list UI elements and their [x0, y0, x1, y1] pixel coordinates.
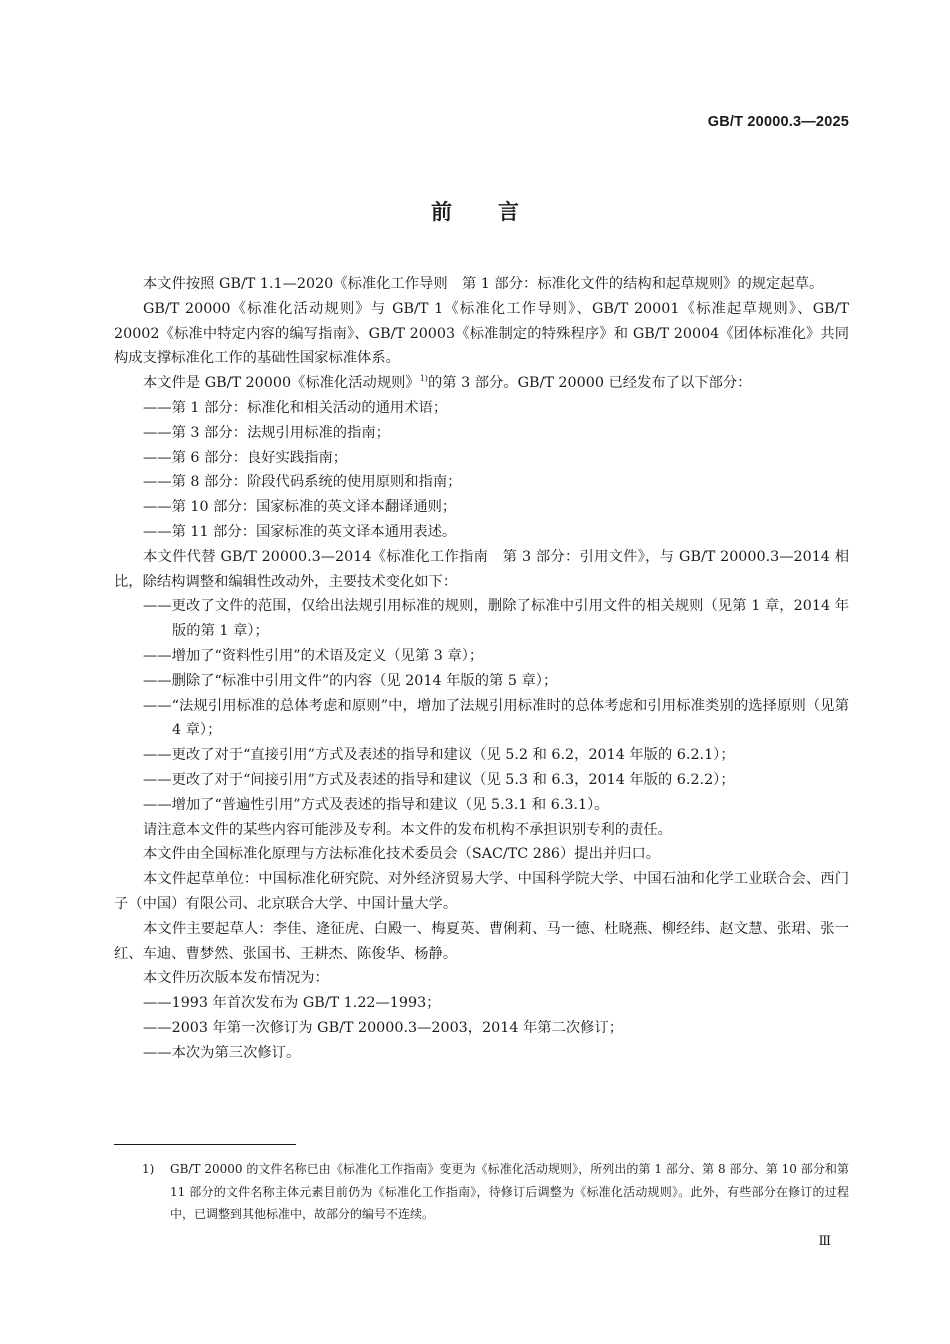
paragraph: 本文件历次版本发布情况为： — [143, 970, 329, 987]
list-item: ——“法规引用标准的总体考虑和原则”中，增加了法规引用标准时的总体考虑和引用标准类别的选择原则（见第 4 章）； — [143, 697, 849, 739]
footnote-text: GB/T 20000 的文件名称已由《标准化工作指南》变更为《标准化活动规则》，所列出的第 1 部分、第 8 部分、第 10 部分和第 11 部分的文件名称主体元素目前仍为《标准化工作指南》，待修订后调整为《标准化活动规则》。此外，有些部分在修订的过程中，已调整到其他标准中，故部分的编号不连续。 — [170, 1162, 849, 1221]
page-title: 前言 — [431, 200, 565, 224]
footnote-ref: 1) — [419, 374, 428, 384]
list-item: ——第 3 部分：法规引用标准的指南； — [143, 424, 390, 441]
paragraph — [114, 371, 849, 396]
footnote-mark: 1) — [142, 1162, 155, 1176]
footnote — [142, 1158, 849, 1226]
list-item: ——第 6 部分：良好实践指南； — [143, 449, 348, 466]
list-item: ——第 11 部分：国家标准的英文译本通用表述。 — [143, 523, 457, 540]
paragraph-text: 本文件是 GB/T 20000《标准化活动规则》 — [143, 375, 420, 392]
paragraph: 本文件由全国标准化原理与方法标准化技术委员会（SAC/TC 286）提出并归口。 — [143, 846, 661, 863]
list-item: ——删除了“标准中引用文件”的内容（见 2014 年版的第 5 章）； — [143, 672, 558, 689]
paragraph: 本文件起草单位：中国标准化研究院、对外经济贸易大学、中国科学院大学、中国石油和化学工业联合会、西门子（中国）有限公司、北京联合大学、中国计量大学。 — [114, 871, 849, 912]
list-item: ——更改了对于“直接引用”方式及表述的指导和建议（见 5.2 和 6.2，2014 年版的 6.2.1）； — [143, 747, 735, 764]
list-item: ——更改了文件的范围，仅给出法规引用标准的规则，删除了标准中引用文件的相关规则（见第 1 章，2014 年版的第 1 章）； — [143, 598, 849, 640]
list-item: ——增加了“普遍性引用”方式及表述的指导和建议（见 5.3.1 和 6.3.1）。 — [143, 796, 609, 813]
standard-number: GB/T 20000.3—2025 — [707, 114, 849, 130]
paragraph-text: 的第 3 部分。GB/T 20000 已经发布了以下部分： — [427, 375, 752, 392]
list-item: ——第 10 部分：国家标准的英文译本翻译通则； — [143, 499, 457, 516]
paragraph: 请注意本文件的某些内容可能涉及专利。本文件的发布机构不承担识别专利的责任。 — [143, 821, 672, 838]
list-item: ——第 1 部分：标准化和相关活动的通用术语； — [143, 399, 448, 416]
foreword-body — [114, 272, 849, 1066]
paragraph: 本文件主要起草人：李佳、逄征虎、白殿一、梅夏英、曹俐莉、马一德、杜晓燕、柳经纬、赵文慧、张珺、张一红、车迪、曹梦然、张国书、王耕杰、陈俊华、杨静。 — [114, 920, 849, 962]
list-item: ——第 8 部分：阶段代码系统的使用原则和指南； — [143, 474, 462, 491]
list-item: ——2003 年第一次修订为 GB/T 20000.3—2003，2014 年第二次修订； — [143, 1019, 624, 1036]
footnote-divider — [114, 1144, 296, 1145]
list-item: ——1993 年首次发布为 GB/T 1.22—1993； — [143, 995, 441, 1012]
list-item: ——本次为第三次修订。 — [143, 1044, 301, 1061]
paragraph: 本文件代替 GB/T 20000.3—2014《标准化工作指南 第 3 部分：引用文件》，与 GB/T 20000.3—2014 相比，除结构调整和编辑性改动外，主要技术变化如下： — [114, 548, 849, 590]
paragraph: GB/T 20000《标准化活动规则》与 GB/T 1《标准化工作导则》、GB/T 20001《标准起草规则》、GB/T 20002《标准中特定内容的编写指南》、GB/T 20003《标准制定的特殊程序》和 GB/T 20004《团体标准化》共同构成支撑标准化工作的基础性国家标准体系。 — [114, 300, 849, 367]
paragraph: 本文件按照 GB/T 1.1—2020《标准化工作导则 第 1 部分：标准化文件的结构和起草规则》的规定起草。 — [143, 276, 824, 292]
page-number: Ⅲ — [818, 1234, 831, 1249]
list-item: ——更改了对于“间接引用”方式及表述的指导和建议（见 5.3 和 6.3，2014 年版的 6.2.2）； — [143, 771, 735, 788]
list-item: ——增加了“资料性引用”的术语及定义（见第 3 章）； — [143, 647, 484, 664]
